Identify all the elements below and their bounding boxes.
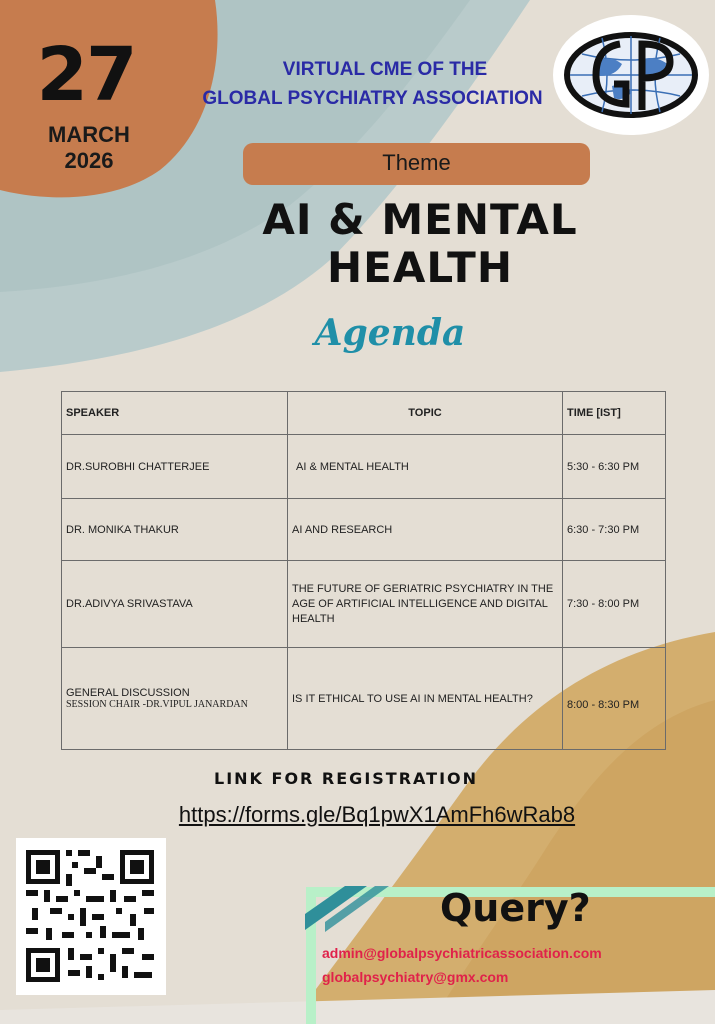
session-chair: SESSION CHAIR -DR.VIPUL JANARDAN [66, 699, 248, 710]
speaker-cell: DR.SUROBHI CHATTERJEE [62, 435, 288, 499]
event-title-line1: AI & MENTAL [262, 195, 578, 244]
header-time: TIME [IST] [563, 392, 666, 435]
speaker-cell: DR. MONIKA THAKUR [62, 499, 288, 561]
agenda-heading: Agenda [314, 312, 466, 354]
table-header-row [62, 392, 666, 435]
topic-cell: AI & MENTAL HEALTH [288, 435, 563, 499]
event-year: 2026 [64, 148, 114, 173]
query-email-gmx[interactable]: globalpsychiatry@gmx.com [322, 969, 509, 985]
registration-label: LINK FOR REGISTRATION [214, 769, 479, 788]
time-cell: 7:30 - 8:00 PM [563, 561, 666, 648]
topic-cell: IS IT ETHICAL TO USE AI IN MENTAL HEALTH? [288, 648, 563, 750]
table-row [62, 435, 666, 499]
theme-label-pill: Theme [243, 143, 590, 185]
speaker-cell [62, 648, 288, 750]
agenda-table [61, 391, 666, 750]
globe-gp-logo-icon [552, 14, 710, 136]
query-title: Query? [440, 886, 591, 930]
registration-link[interactable]: https://forms.gle/Bq1pwX1AmFh6wRab8 [178, 802, 576, 827]
query-email-admin[interactable]: admin@globalpsychiatricassociation.com [322, 945, 602, 961]
topic-cell: AI AND RESEARCH [288, 499, 563, 561]
topic-cell: THE FUTURE OF GERIATRIC PSYCHIATRY IN THE AGE OF ARTIFICIAL INTELLIGENCE AND DIGITAL HEALTH [288, 561, 563, 648]
qr-code-icon[interactable] [16, 838, 166, 995]
org-heading-line2: GLOBAL PSYCHIATRY ASSOCIATION [202, 88, 543, 109]
event-title-line2: HEALTH [327, 243, 513, 292]
time-cell: 6:30 - 7:30 PM [563, 499, 666, 561]
table-row [62, 499, 666, 561]
header-speaker: SPEAKER [62, 392, 288, 435]
table-row [62, 648, 666, 750]
header-topic: TOPIC [288, 392, 563, 435]
event-day: 27 [36, 32, 136, 118]
table-row [62, 561, 666, 648]
speaker-cell: DR.ADIVYA SRIVASTAVA [62, 561, 288, 648]
event-month: MARCH [48, 122, 130, 147]
time-cell: 8:00 - 8:30 PM [563, 648, 666, 750]
speaker-name: GENERAL DISCUSSION [66, 687, 190, 699]
org-heading-line1: VIRTUAL CME OF THE [282, 59, 488, 80]
time-cell: 5:30 - 6:30 PM [563, 435, 666, 499]
